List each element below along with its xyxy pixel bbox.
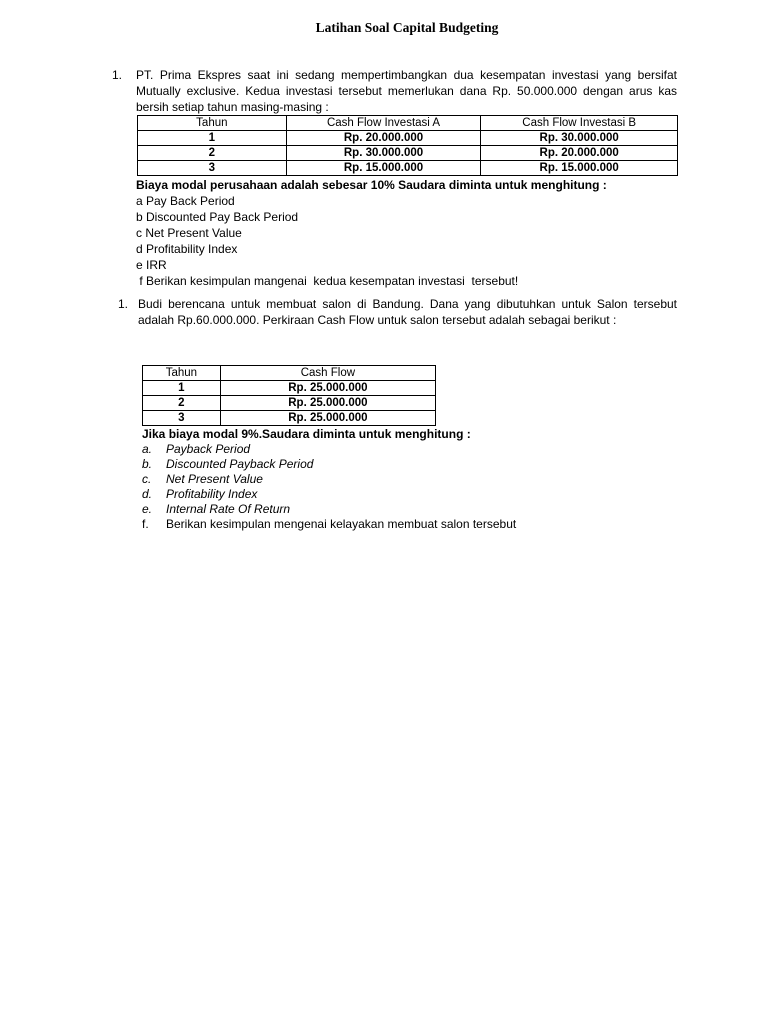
question-1-table xyxy=(137,115,678,176)
table-row xyxy=(143,411,436,426)
list-item: c Net Present Value xyxy=(136,226,242,240)
table-cell: 1 xyxy=(143,381,221,396)
question-1-paragraph: PT. Prima Ekspres saat ini sedang mempertimbangkan dua kesempatan investasi yang bersifat Mutually exclusive. Kedua investasi tersebut memerlukan dana Rp. 50.000.000 dengan arus kas bersih setiap tahun masing-masing : xyxy=(136,68,677,114)
table-row xyxy=(143,381,436,396)
table-cell: Rp. 25.000.000 xyxy=(220,411,435,426)
table-cell: Rp. 30.000.000 xyxy=(481,131,678,146)
table-row xyxy=(143,396,436,411)
table-cell: Rp. 20.000.000 xyxy=(286,131,481,146)
table-cell: 3 xyxy=(138,161,287,176)
table-header-cell: Tahun xyxy=(138,116,287,131)
table-cell: Rp. 15.000.000 xyxy=(481,161,678,176)
question-2-instruction: Jika biaya modal 9%.Saudara diminta untuk menghitung : xyxy=(142,427,471,441)
question-1-number: 1. xyxy=(112,68,123,82)
table-row xyxy=(138,131,678,146)
table-cell: 2 xyxy=(138,146,287,161)
question-1-instruction: Biaya modal perusahaan adalah sebesar 10% Saudara diminta untuk menghitung : xyxy=(136,178,607,192)
question-2-number: 1. xyxy=(118,297,129,311)
table-row xyxy=(138,146,678,161)
table-cell: Rp. 25.000.000 xyxy=(220,396,435,411)
list-item: a Pay Back Period xyxy=(136,194,235,208)
question-2-table xyxy=(142,365,436,426)
table-header-cell: Cash Flow Investasi A xyxy=(286,116,481,131)
table-cell: Rp. 20.000.000 xyxy=(481,146,678,161)
list-item: f Berikan kesimpulan mangenai kedua kesempatan investasi tersebut! xyxy=(136,274,519,288)
table-header-cell: Cash Flow xyxy=(220,366,435,381)
table-cell: 1 xyxy=(138,131,287,146)
table-header-cell: Tahun xyxy=(143,366,221,381)
list-item: b Discounted Pay Back Period xyxy=(136,210,299,224)
list-item: e IRR xyxy=(136,258,167,272)
question-2-paragraph: Budi berencana untuk membuat salon di Bandung. Dana yang dibutuhkan untuk Salon tersebut adalah Rp.60.000.000. Perkiraan Cash Flow untuk salon tersebut adalah sebagai berikut : xyxy=(138,297,677,327)
table-row xyxy=(138,161,678,176)
table-header-cell: Cash Flow Investasi B xyxy=(481,116,678,131)
table-header-row xyxy=(138,116,678,131)
table-cell: Rp. 15.000.000 xyxy=(286,161,481,176)
document-title: Latihan Soal Capital Budgeting xyxy=(315,20,499,35)
table-cell: Rp. 30.000.000 xyxy=(286,146,481,161)
list-item: d Profitability Index xyxy=(136,242,238,256)
table-header-row xyxy=(143,366,436,381)
table-cell: 3 xyxy=(143,411,221,426)
table-cell: 2 xyxy=(143,396,221,411)
table-cell: Rp. 25.000.000 xyxy=(220,381,435,396)
